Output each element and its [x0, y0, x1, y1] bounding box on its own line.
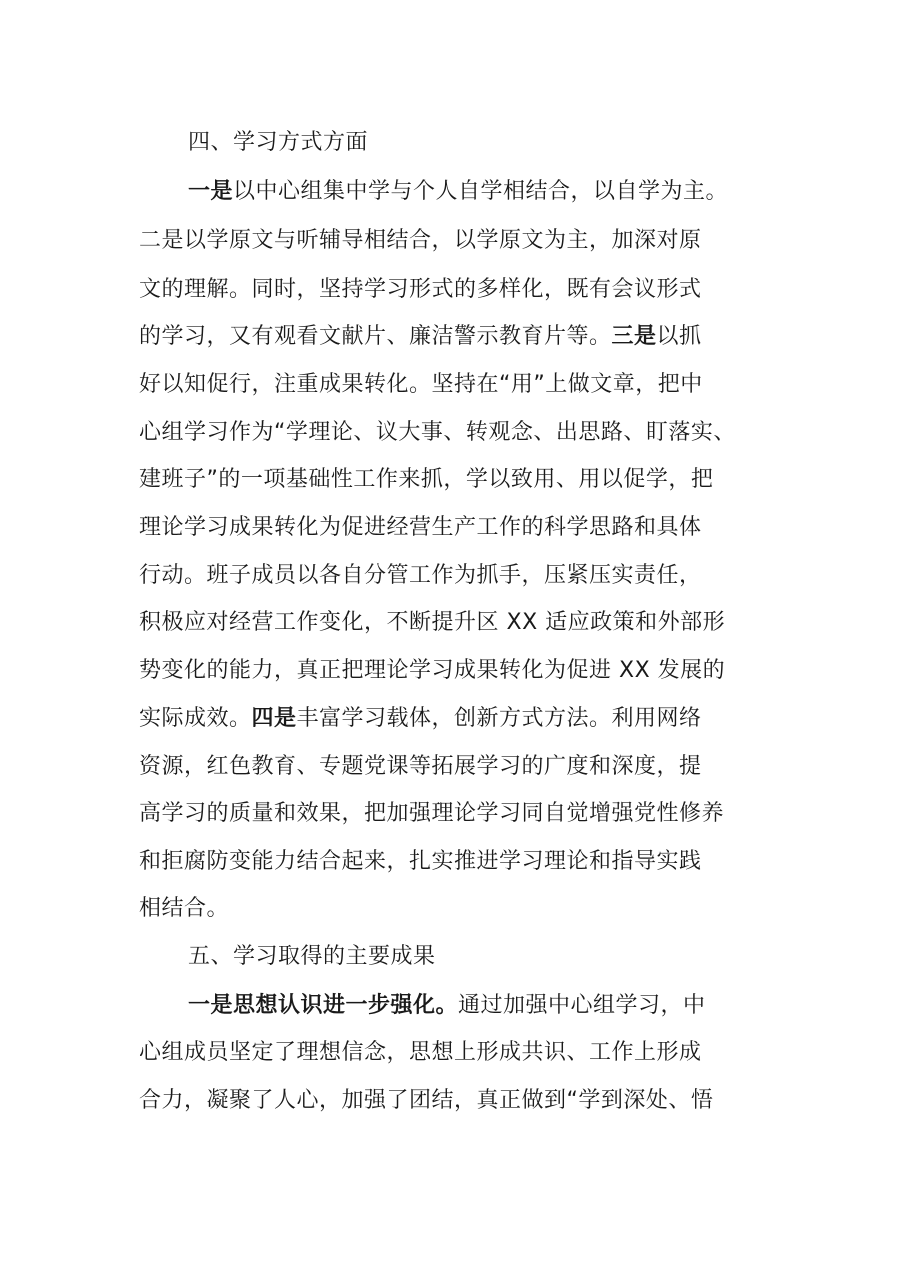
- paragraph-line: 合力，凝聚了人心，加强了团结，真正做到“学到深处、悟: [139, 1088, 714, 1113]
- section-heading-5: 五、学习取得的主要成果: [188, 944, 436, 969]
- paragraph-line: 理论学习成果转化为促进经营生产工作的科学思路和具体: [139, 515, 702, 540]
- body-text: 二是: [139, 228, 185, 253]
- body-text: 以学原文与听辅导相结合，以学原文为主，加深对原: [184, 228, 702, 253]
- body-text: 的学习，又有观看文献片、廉洁警示教育片等。: [139, 324, 612, 349]
- paragraph-line: 积极应对经营工作变化，不断提升区 XX 适应政策和外部形: [139, 610, 726, 635]
- body-text: 以中心组集中学与个人自学相结合，以自学为主。: [233, 179, 729, 204]
- paragraph-line: 高学习的质量和效果，把加强理论学习同自觉增强党性修养: [139, 801, 725, 826]
- paragraph-line: 建班子”的一项基础性工作来抓，学以致用、用以促学，把: [139, 467, 714, 492]
- paragraph-line: 好以知促行，注重成果转化。坚持在“用”上做文章，把中: [139, 372, 703, 397]
- paragraph-line: 和拒腐防变能力结合起来，扎实推进学习理论和指导实践: [139, 849, 702, 874]
- emphasis-text: 一是思想认识进一步强化。: [188, 993, 459, 1018]
- body-text: 实际成效。: [139, 706, 252, 731]
- emphasis-text: 四是: [251, 706, 297, 731]
- paragraph-line: 文的理解。同时，坚持学习形式的多样化，既有会议形式: [139, 277, 702, 302]
- paragraph-line: 心组学习作为“学理论、议大事、转观念、出思路、盯落实、: [139, 420, 736, 445]
- paragraph-line: [139, 704, 702, 734]
- paragraph-line: [139, 226, 702, 256]
- paragraph-line: 势变化的能力，真正把理论学习成果转化为促进 XX 发展的: [139, 658, 726, 683]
- paragraph-line: [188, 991, 706, 1021]
- paragraph-line: [188, 177, 728, 207]
- paragraph-line: [139, 322, 702, 352]
- emphasis-text: 一是: [188, 179, 234, 204]
- body-text: 通过加强中心组学习，中: [458, 993, 706, 1018]
- section-heading-4: 四、学习方式方面: [188, 130, 369, 155]
- paragraph-line: 相结合。: [139, 896, 230, 921]
- body-text: 以抓: [656, 324, 702, 349]
- emphasis-text: 三是: [611, 324, 657, 349]
- paragraph-line: 行动。班子成员以各自分管工作为抓手，压紧压实责任，: [139, 563, 702, 588]
- paragraph-line: 心组成员坚定了理想信念，思想上形成共识、工作上形成: [139, 1040, 702, 1065]
- paragraph-line: 资源，红色教育、专题党课等拓展学习的广度和深度，提: [139, 754, 702, 779]
- body-text: 丰富学习载体，创新方式方法。利用网络: [296, 706, 702, 731]
